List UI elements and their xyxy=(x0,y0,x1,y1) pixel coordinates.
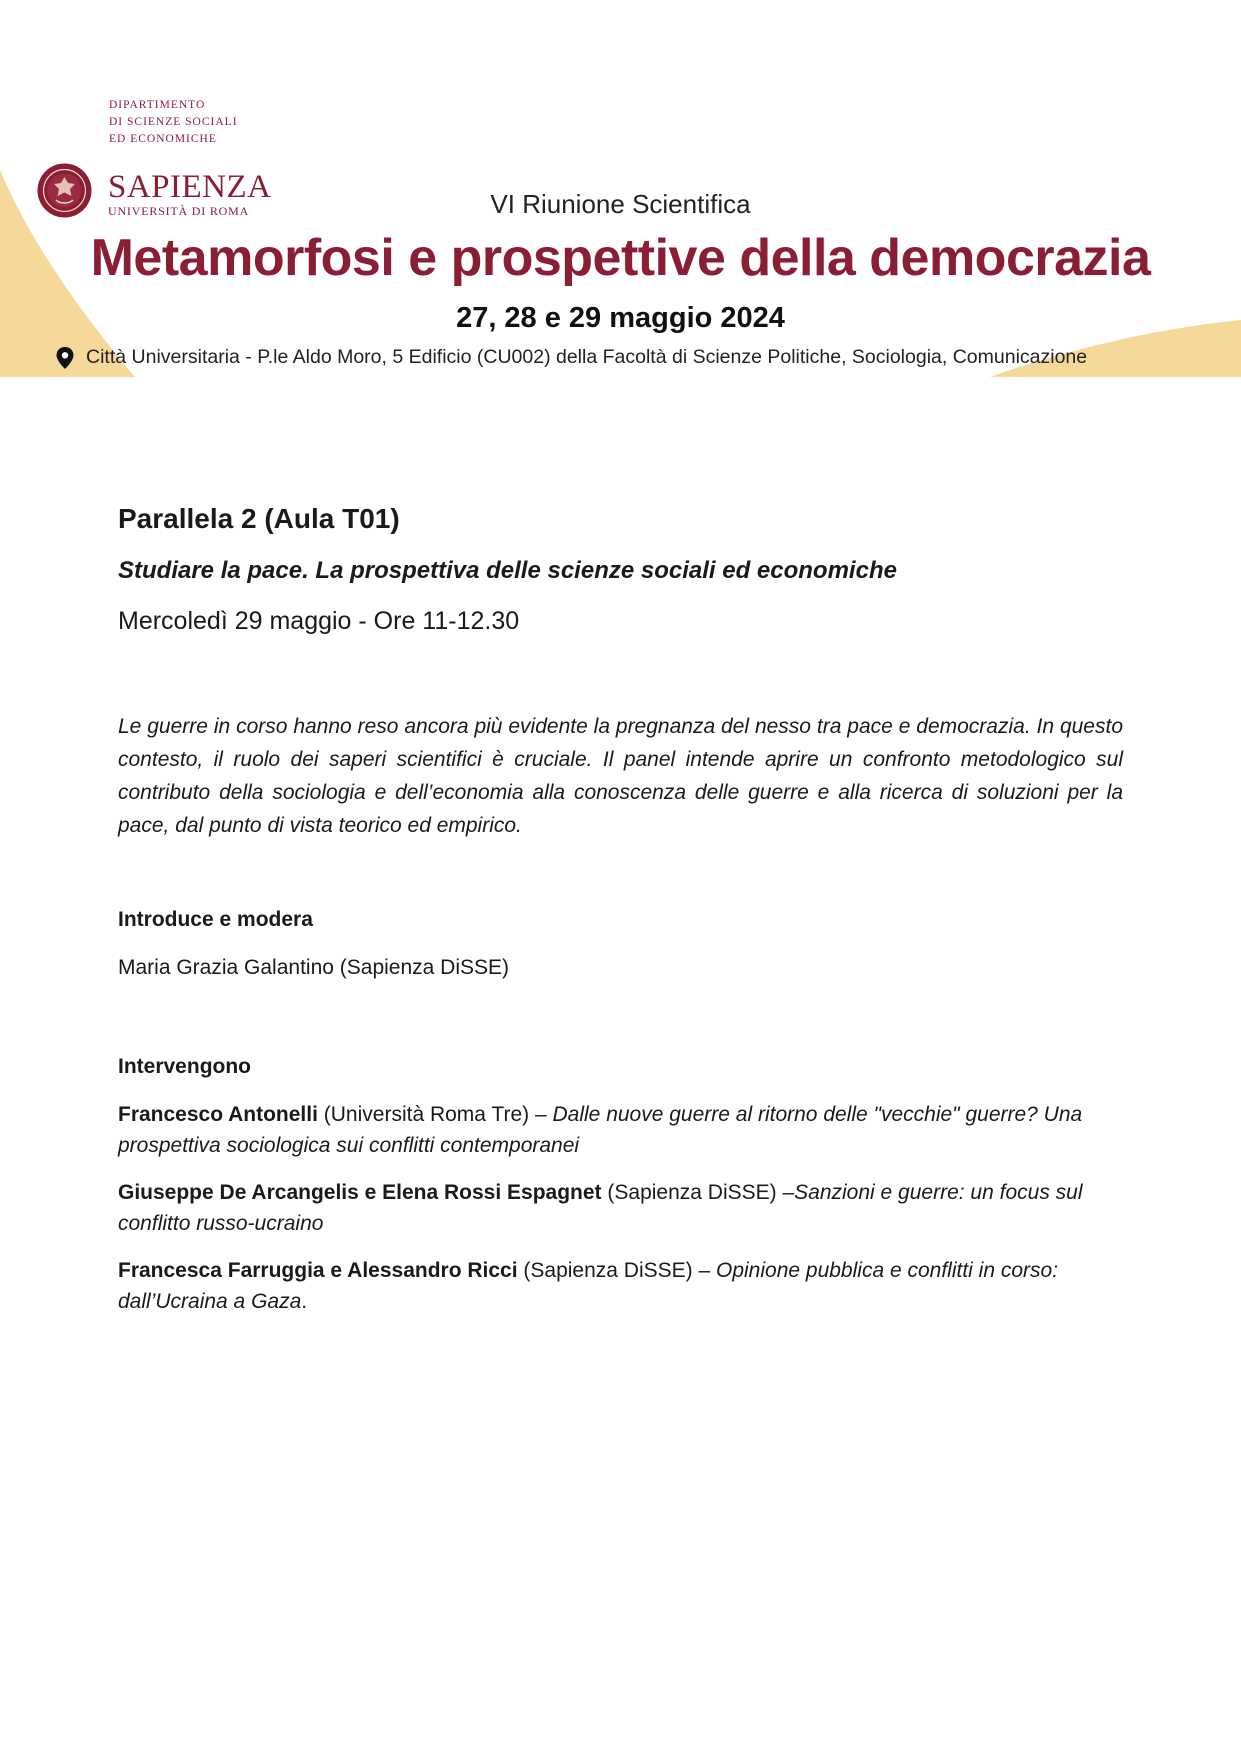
talk-title: Opinione pubblica e conflitti in corso: dall’Ucraina a Gaza xyxy=(118,1259,1059,1313)
talk-speakers: Francesco Antonelli xyxy=(118,1103,318,1126)
session-content xyxy=(118,495,1123,1317)
moderator-label: Introduce e modera xyxy=(118,908,313,931)
department-name xyxy=(109,97,269,148)
speakers-label: Intervengono xyxy=(118,1055,252,1078)
session-title: Parallela 2 (Aula T01) xyxy=(118,503,400,534)
department-line: DI SCIENZE SOCIALI xyxy=(109,116,238,128)
talk-title: Dalle nuove guerre al ritorno delle "vecchie" guerre? Una prospettiva sociologica sui conflitti contemporanei xyxy=(118,1103,1083,1157)
talk-tail: . xyxy=(301,1290,308,1313)
talk-affiliation: (Sapienza DiSSE) – xyxy=(517,1259,716,1282)
talk-affiliation: (Università Roma Tre) – xyxy=(317,1103,553,1126)
moderator-name: Maria Grazia Galantino (Sapienza DiSSE) xyxy=(118,956,510,979)
event-title: Metamorfosi e prospettive della democrazia xyxy=(90,229,1151,287)
talk-speakers: Giuseppe De Arcangelis e Elena Rossi Espagnet xyxy=(118,1181,602,1204)
session-subtitle: Studiare la pace. La prospettiva delle scienze sociali ed economiche xyxy=(118,557,897,584)
talk-title: Sanzioni e guerre: un focus sul conflitto russo-ucraino xyxy=(118,1181,1083,1235)
event-location xyxy=(56,346,1087,369)
edition-label: VI Riunione Scientifica xyxy=(490,189,751,219)
talk-affiliation: (Sapienza DiSSE) – xyxy=(601,1181,795,1204)
event-dates: 27, 28 e 29 maggio 2024 xyxy=(456,302,785,334)
university-name: SAPIENZA xyxy=(108,169,272,205)
talk-item xyxy=(118,1177,1123,1239)
talk-speakers: Francesca Farruggia e Alessandro Ricci xyxy=(118,1259,518,1282)
university-subname: UNIVERSITÀ DI ROMA xyxy=(108,204,250,218)
session-abstract: Le guerre in corso hanno reso ancora più evidente la pregnanza del nesso tra pace e democrazia. In questo contesto, il ruolo dei saperi scientifici è cruciale. Il panel intende aprire un confronto metodologico sul contributo della sociologia e dell’economia alla conoscenza delle guerre e alla ricerca di soluzioni per la pace, dal punto di vista teorico ed empirico. xyxy=(118,715,1123,837)
session-time: Mercoledì 29 maggio - Ore 11-12.30 xyxy=(118,607,520,635)
location-text: Città Universitaria - P.le Aldo Moro, 5 Edificio (CU002) della Facoltà di Scienze Politiche, Sociologia, Comunicazione xyxy=(86,346,1088,368)
talk-item xyxy=(118,1255,1123,1317)
map-pin-icon xyxy=(56,347,74,369)
talk-item xyxy=(118,1099,1123,1161)
department-line: ED ECONOMICHE xyxy=(109,133,217,145)
page-header xyxy=(0,0,1241,377)
department-line: DIPARTIMENTO xyxy=(109,99,206,111)
